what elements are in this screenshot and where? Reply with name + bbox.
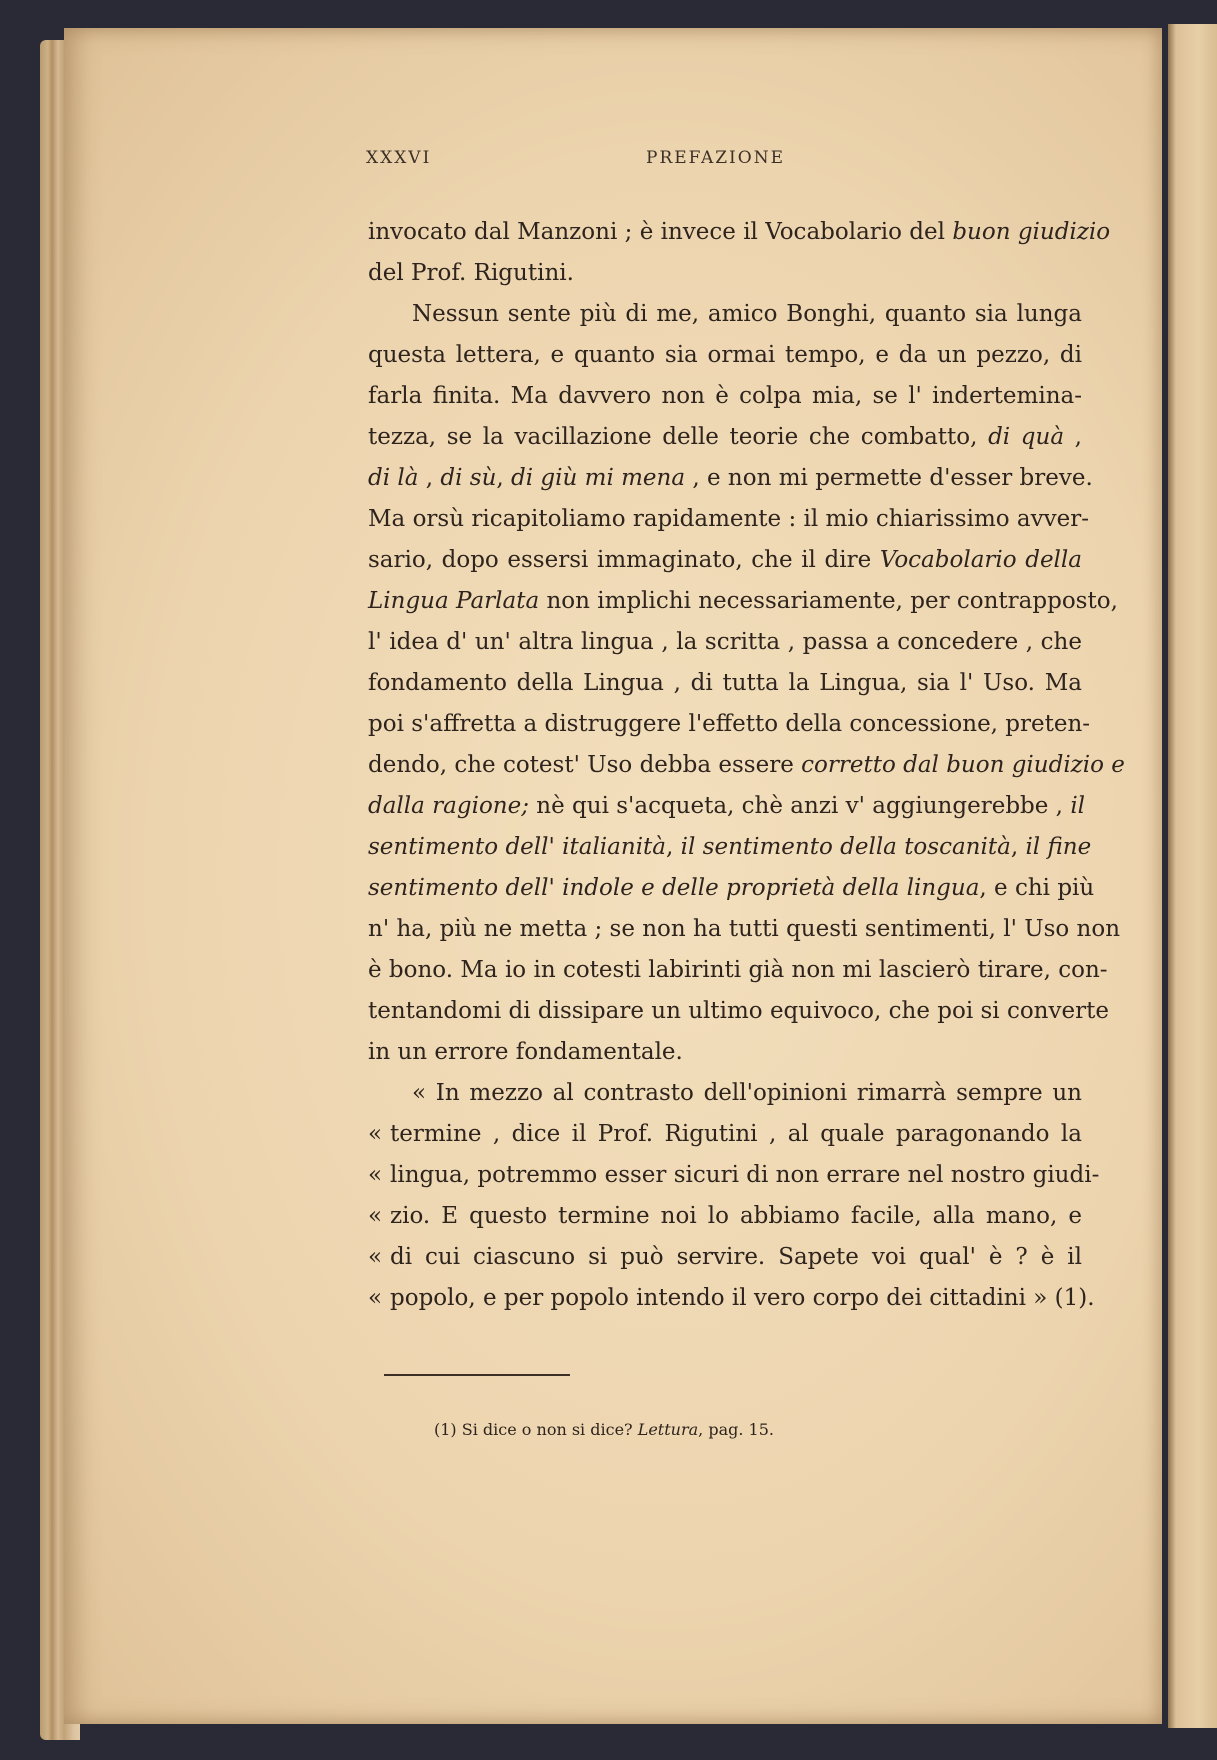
quote-mark: « [368,1285,383,1311]
quote-line: « di cui ciascuno si può servire. Sapete voi qual' è ? è il [368,1237,1082,1278]
quote-line: « lingua, potremmo esser sicuri di non errare nel nostro giudi- [368,1155,1082,1196]
text-line: invocato dal Manzoni ; è invece il Vocabolario del buon giudizio [368,219,1111,245]
text-line: Lingua Parlata non implichi necessariamente, per contrapposto, [368,588,1118,614]
quote-mark: « [368,1244,383,1270]
quote-line: « termine , dice il Prof. Rigutini , al quale paragonando la [368,1114,1082,1155]
text-line: Nessun sente più di me, amico Bonghi, quanto sia lunga [412,301,1082,327]
quote-line: « zio. E questo termine noi lo abbiamo facile, alla mano, e [368,1196,1082,1237]
text-line: n' ha, più ne metta ; se non ha tutti questi sentimenti, l' Uso non [368,916,1121,942]
body-text [368,212,1125,1319]
footnote: (1) Si dice o non si dice? Lettura, pag. 15. [434,1420,774,1439]
text-line: l' idea d' un' altra lingua , la scritta , passa a concedere , che [368,629,1082,655]
text-line: sentimento dell' italianità, il sentimento della toscanità, il fine [368,834,1092,860]
text-line: poi s'affretta a distruggere l'effetto della concessione, preten- [368,711,1091,737]
quote-mark: « [368,1162,383,1188]
quote-mark: « [368,1121,383,1147]
quote-line: « popolo, e per popolo intendo il vero corpo dei cittadini » (1). [368,1278,1082,1319]
page-header [302,148,1102,178]
text-line: di là , di sù, di giù mi mena , e non mi permette d'esser breve. [368,465,1093,491]
page-number: XXXVI [366,148,432,168]
footnote-rule [384,1374,570,1376]
text-line: del Prof. Rigutini. [368,260,574,286]
text-line: farla finita. Ma davvero non è colpa mia, se l' indertemina- [368,383,1082,409]
text-line: Ma orsù ricapitoliamo rapidamente : il mio chiarissimo avver- [368,506,1089,532]
text-line: dendo, che cotest' Uso debba essere corretto dal buon giudizio e [368,752,1125,778]
text-line: è bono. Ma io in cotesti labirinti già non mi lascierò tirare, con- [368,957,1108,983]
text-line: dalla ragione; nè qui s'acqueta, chè anzi v' aggiungerebbe , il [368,793,1086,819]
text-line: in un errore fondamentale. [368,1039,683,1065]
text-line: sario, dopo essersi immaginato, che il dire Vocabolario della [368,547,1082,573]
text-line: sentimento dell' indole e delle proprietà della lingua, e chi più [368,875,1095,901]
text-line: tentandomi di dissipare un ultimo equivoco, che poi si converte [368,998,1109,1024]
text-line: fondamento della Lingua , di tutta la Lingua, sia l' Uso. Ma [368,670,1082,696]
quote-line: « In mezzo al contrasto dell'opinioni rimarrà sempre un [412,1080,1082,1106]
quote-mark: « [368,1203,383,1229]
text-line: tezza, se la vacillazione delle teorie che combatto, di quà , [368,424,1082,450]
text-line: questa lettera, e quanto sia ormai tempo, e da un pezzo, di [368,342,1082,368]
running-title: PREFAZIONE [646,148,785,168]
next-page-edge [1168,24,1217,1728]
